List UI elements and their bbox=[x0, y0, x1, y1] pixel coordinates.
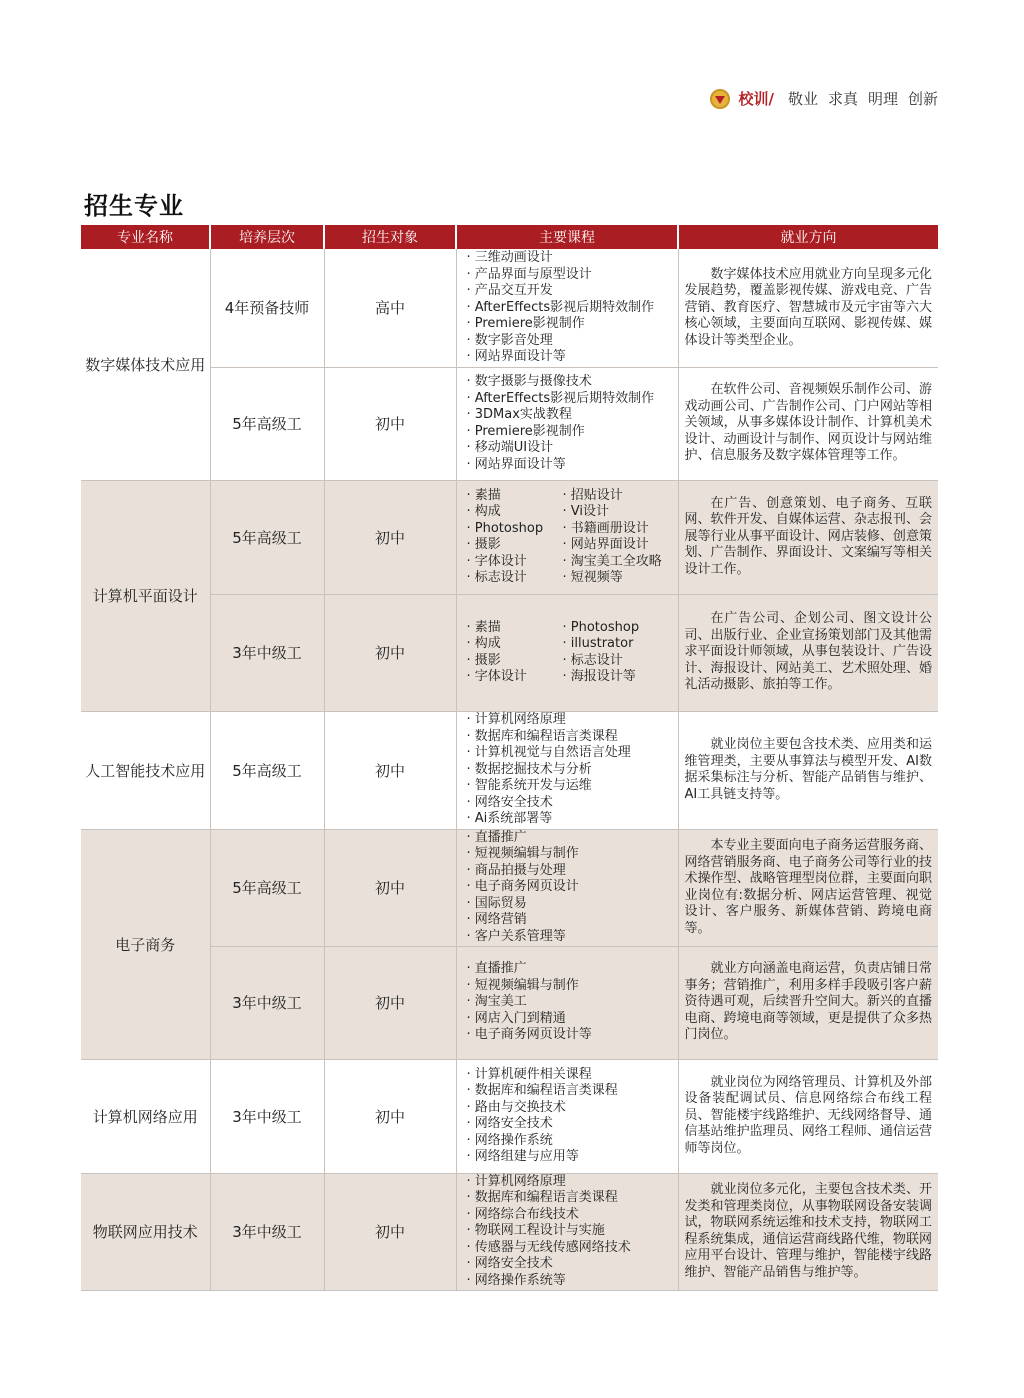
table-row bbox=[81, 711, 938, 829]
training-level-cell: 5年高级工 bbox=[210, 480, 324, 594]
course-item: · 字体设计 bbox=[467, 669, 559, 686]
training-level-cell: 3年中级工 bbox=[210, 1173, 324, 1290]
course-item: · 海报设计等 bbox=[563, 669, 674, 686]
training-level-cell: 3年中级工 bbox=[210, 946, 324, 1059]
courses-cell bbox=[456, 1173, 678, 1290]
course-item: · 产品界面与原型设计 bbox=[467, 267, 672, 284]
major-name-cell: 电子商务 bbox=[81, 829, 210, 1059]
training-level-cell: 3年中级工 bbox=[210, 594, 324, 711]
training-level-cell: 5年高级工 bbox=[210, 829, 324, 946]
motto-label: 校训/ bbox=[738, 90, 774, 108]
course-item: · 书籍画册设计 bbox=[563, 521, 674, 538]
career-text: 就业岗位主要包含技术类、应用类和运维管理类，主要从事算法与模型开发、AI数据采集标注与分析、智能产品销售与维护、AI工具链支持等。 bbox=[684, 737, 932, 802]
course-item: · 计算机网络原理 bbox=[467, 712, 672, 729]
motto-item: 明理 bbox=[867, 90, 898, 108]
course-list bbox=[457, 620, 678, 686]
table-header-row bbox=[81, 225, 938, 249]
page-title: 招生专业 bbox=[84, 192, 184, 220]
course-item: · 数据库和编程语言类课程 bbox=[467, 1190, 672, 1207]
course-item: · 计算机硬件相关课程 bbox=[467, 1067, 672, 1084]
course-item: · 物联网工程设计与实施 bbox=[467, 1223, 672, 1240]
courses-cell bbox=[456, 711, 678, 829]
course-item: · 招贴设计 bbox=[563, 488, 674, 505]
course-item: · 商品拍摄与处理 bbox=[467, 863, 672, 880]
course-item: · 电子商务网页设计等 bbox=[467, 1027, 672, 1044]
enrollment-target-cell: 初中 bbox=[324, 480, 456, 594]
course-item: · Photoshop bbox=[563, 620, 674, 637]
course-item: · 直播推广 bbox=[467, 830, 672, 847]
course-item: · 素描 bbox=[467, 488, 559, 505]
major-name-cell: 计算机平面设计 bbox=[81, 480, 210, 711]
enrollment-target-cell: 初中 bbox=[324, 594, 456, 711]
training-level-cell: 4年预备技师 bbox=[210, 249, 324, 367]
course-item: · 摄影 bbox=[467, 653, 559, 670]
course-item: · Vi设计 bbox=[563, 504, 674, 521]
career-text: 就业岗位为网络管理员、计算机及外部设备装配调试员、信息网络综合布线工程员、智能楼宇线路维护、无线网络督导、通信基站维护监理员、网络工程师、通信运营师等岗位。 bbox=[684, 1074, 932, 1156]
course-item: · 网络组建与应用等 bbox=[467, 1149, 672, 1166]
training-level-cell: 3年中级工 bbox=[210, 1059, 324, 1173]
header-training-level: 培养层次 bbox=[210, 225, 324, 249]
career-cell bbox=[678, 1059, 938, 1173]
table-row bbox=[81, 946, 938, 1059]
school-logo-icon bbox=[710, 89, 730, 109]
course-list bbox=[457, 250, 678, 366]
enrollment-target-cell: 初中 bbox=[324, 711, 456, 829]
majors-table-body bbox=[81, 249, 938, 1290]
course-item: · 网络操作系统等 bbox=[467, 1273, 672, 1290]
career-cell bbox=[678, 946, 938, 1059]
enrollment-target-cell: 初中 bbox=[324, 1059, 456, 1173]
course-item: · 直播推广 bbox=[467, 961, 672, 978]
course-item: · 网络安全技术 bbox=[467, 1116, 672, 1133]
course-item: · 摄影 bbox=[467, 537, 559, 554]
motto-item: 创新 bbox=[907, 90, 938, 108]
course-list bbox=[457, 830, 678, 946]
courses-cell bbox=[456, 367, 678, 480]
majors-table bbox=[81, 225, 938, 1291]
course-item: · 构成 bbox=[467, 636, 559, 653]
course-list bbox=[457, 961, 678, 1044]
table-row bbox=[81, 249, 938, 367]
course-item: · 数字摄影与摄像技术 bbox=[467, 374, 672, 391]
course-item: · 产品交互开发 bbox=[467, 283, 672, 300]
course-item: · AfterEffects影视后期特效制作 bbox=[467, 391, 672, 408]
enrollment-target-cell: 初中 bbox=[324, 1173, 456, 1290]
table-row bbox=[81, 1059, 938, 1173]
course-item: · 数据挖掘技术与分析 bbox=[467, 762, 672, 779]
course-item: · 路由与交换技术 bbox=[467, 1100, 672, 1117]
course-item: · Premiere影视制作 bbox=[467, 424, 672, 441]
career-cell bbox=[678, 249, 938, 367]
motto-item: 求真 bbox=[827, 90, 858, 108]
course-item: · 网络安全技术 bbox=[467, 1256, 672, 1273]
career-text: 在广告、创意策划、电子商务、互联网、软件开发、自媒体运营、杂志报刊、会展等行业从事平面设计、网店装修、创意策划、广告制作、界面设计、文案编写等相关设计工作。 bbox=[684, 495, 932, 577]
enrollment-target-cell: 初中 bbox=[324, 829, 456, 946]
courses-cell bbox=[456, 480, 678, 594]
major-name-cell: 计算机网络应用 bbox=[81, 1059, 210, 1173]
major-name-cell: 物联网应用技术 bbox=[81, 1173, 210, 1290]
header-major-name: 专业名称 bbox=[81, 225, 210, 249]
header-career-direction: 就业方向 bbox=[678, 225, 938, 249]
career-text: 在软件公司、音视频娱乐制作公司、游戏动画公司、广告制作公司、门户网站等相关领域，从事多媒体设计制作、计算机美术设计、动画设计与制作、网页设计与网站维护、信息服务及数字媒体管理等工作。 bbox=[684, 382, 932, 464]
table-row bbox=[81, 594, 938, 711]
courses-cell bbox=[456, 946, 678, 1059]
career-cell bbox=[678, 480, 938, 594]
career-text: 本专业主要面向电子商务运营服务商、网络营销服务商、电子商务公司等行业的技术操作型、战略管理型岗位群，主要面向职业岗位有:数据分析、网店运营管理、视觉设计、客户服务、新媒体营销、跨境电商等。 bbox=[684, 838, 932, 936]
career-text: 就业方向涵盖电商运营，负责店铺日常事务；营销推广，利用多样手段吸引客户薪资待遇可观，后续晋升空间大。新兴的直播电商、跨境电商等领域，更是提供了众多热门岗位。 bbox=[684, 961, 932, 1043]
career-cell bbox=[678, 829, 938, 946]
course-item: · 标志设计 bbox=[563, 653, 674, 670]
major-name-cell: 人工智能技术应用 bbox=[81, 711, 210, 829]
enrollment-target-cell: 初中 bbox=[324, 367, 456, 480]
career-text: 在广告公司、企划公司、图文设计公司、出版行业、企业宣扬策划部门及其他需求平面设计师领域，从事包装设计、广告设计、海报设计、网站美工、艺术照处理、婚礼活动摄影、旅拍等工作。 bbox=[684, 611, 932, 693]
career-cell bbox=[678, 594, 938, 711]
course-item: · 网络综合布线技术 bbox=[467, 1207, 672, 1224]
course-item: · 三维动画设计 bbox=[467, 250, 672, 267]
enrollment-target-cell: 初中 bbox=[324, 946, 456, 1059]
course-item: · 网站界面设计等 bbox=[467, 457, 672, 474]
course-item: · 移动端UI设计 bbox=[467, 440, 672, 457]
course-item: · 淘宝美工 bbox=[467, 994, 672, 1011]
course-item: · 3DMax实战教程 bbox=[467, 407, 672, 424]
table-row bbox=[81, 367, 938, 480]
motto-item: 敬业 bbox=[787, 90, 818, 108]
courses-cell bbox=[456, 249, 678, 367]
course-item: · 字体设计 bbox=[467, 554, 559, 571]
course-item: · 淘宝美工全攻略 bbox=[563, 554, 674, 571]
course-item: · 计算机网络原理 bbox=[467, 1174, 672, 1191]
school-motto bbox=[710, 88, 938, 109]
course-item: · 客户关系管理等 bbox=[467, 929, 672, 946]
course-item: · 网络操作系统 bbox=[467, 1133, 672, 1150]
training-level-cell: 5年高级工 bbox=[210, 367, 324, 480]
course-item: · AfterEffects影视后期特效制作 bbox=[467, 300, 672, 317]
course-list bbox=[457, 374, 678, 473]
course-item: · 数据库和编程语言类课程 bbox=[467, 1083, 672, 1100]
table-row bbox=[81, 480, 938, 594]
table-row bbox=[81, 829, 938, 946]
career-cell bbox=[678, 367, 938, 480]
course-item: · 网店入门到精通 bbox=[467, 1011, 672, 1028]
header-main-courses: 主要课程 bbox=[456, 225, 678, 249]
course-item: · Ai系统部署等 bbox=[467, 811, 672, 828]
header-enrollment-target: 招生对象 bbox=[324, 225, 456, 249]
course-item: · 数字影音处理 bbox=[467, 333, 672, 350]
course-item: · 素描 bbox=[467, 620, 559, 637]
course-list bbox=[457, 712, 678, 828]
career-text: 就业岗位多元化，主要包含技术类、开发类和管理类岗位，从事物联网设备安装调试，物联网系统运维和技术支持，物联网工程系统集成，通信运营商线路代维，物联网应用平台设计、管理与维护，智能楼宇线路维护、智能产品销售与维护等。 bbox=[684, 1182, 932, 1280]
course-item: · 智能系统开发与运维 bbox=[467, 778, 672, 795]
career-cell bbox=[678, 1173, 938, 1290]
course-item: · 计算机视觉与自然语言处理 bbox=[467, 745, 672, 762]
course-item: · 网站界面设计等 bbox=[467, 349, 672, 366]
course-item: · 电子商务网页设计 bbox=[467, 879, 672, 896]
course-item: · 传感器与无线传感网络技术 bbox=[467, 1240, 672, 1257]
courses-cell bbox=[456, 829, 678, 946]
course-item: · 网站界面设计 bbox=[563, 537, 674, 554]
course-item: · 短视频编辑与制作 bbox=[467, 846, 672, 863]
course-list bbox=[457, 1174, 678, 1290]
training-level-cell: 5年高级工 bbox=[210, 711, 324, 829]
course-item: · 网络安全技术 bbox=[467, 795, 672, 812]
major-name-cell: 数字媒体技术应用 bbox=[81, 249, 210, 480]
career-cell bbox=[678, 711, 938, 829]
course-item: · 国际贸易 bbox=[467, 896, 672, 913]
course-item: · Premiere影视制作 bbox=[467, 316, 672, 333]
career-text: 数字媒体技术应用就业方向呈现多元化发展趋势，覆盖影视传媒、游戏电竞、广告营销、教育医疗、智慧城市及元宇宙等六大核心领域，主要面向互联网、影视传媒、媒体设计等类型企业。 bbox=[684, 266, 932, 348]
enrollment-target-cell: 高中 bbox=[324, 249, 456, 367]
course-item: · 数据库和编程语言类课程 bbox=[467, 729, 672, 746]
course-list bbox=[457, 1067, 678, 1166]
course-item: · 短视频编辑与制作 bbox=[467, 978, 672, 995]
course-item: · illustrator bbox=[563, 636, 674, 653]
course-item: · 标志设计 bbox=[467, 570, 559, 587]
courses-cell bbox=[456, 1059, 678, 1173]
course-item: · 短视频等 bbox=[563, 570, 674, 587]
courses-cell bbox=[456, 594, 678, 711]
course-item: · 网络营销 bbox=[467, 912, 672, 929]
course-item: · Photoshop bbox=[467, 521, 559, 538]
course-list bbox=[457, 488, 678, 587]
course-item: · 构成 bbox=[467, 504, 559, 521]
table-row bbox=[81, 1173, 938, 1290]
